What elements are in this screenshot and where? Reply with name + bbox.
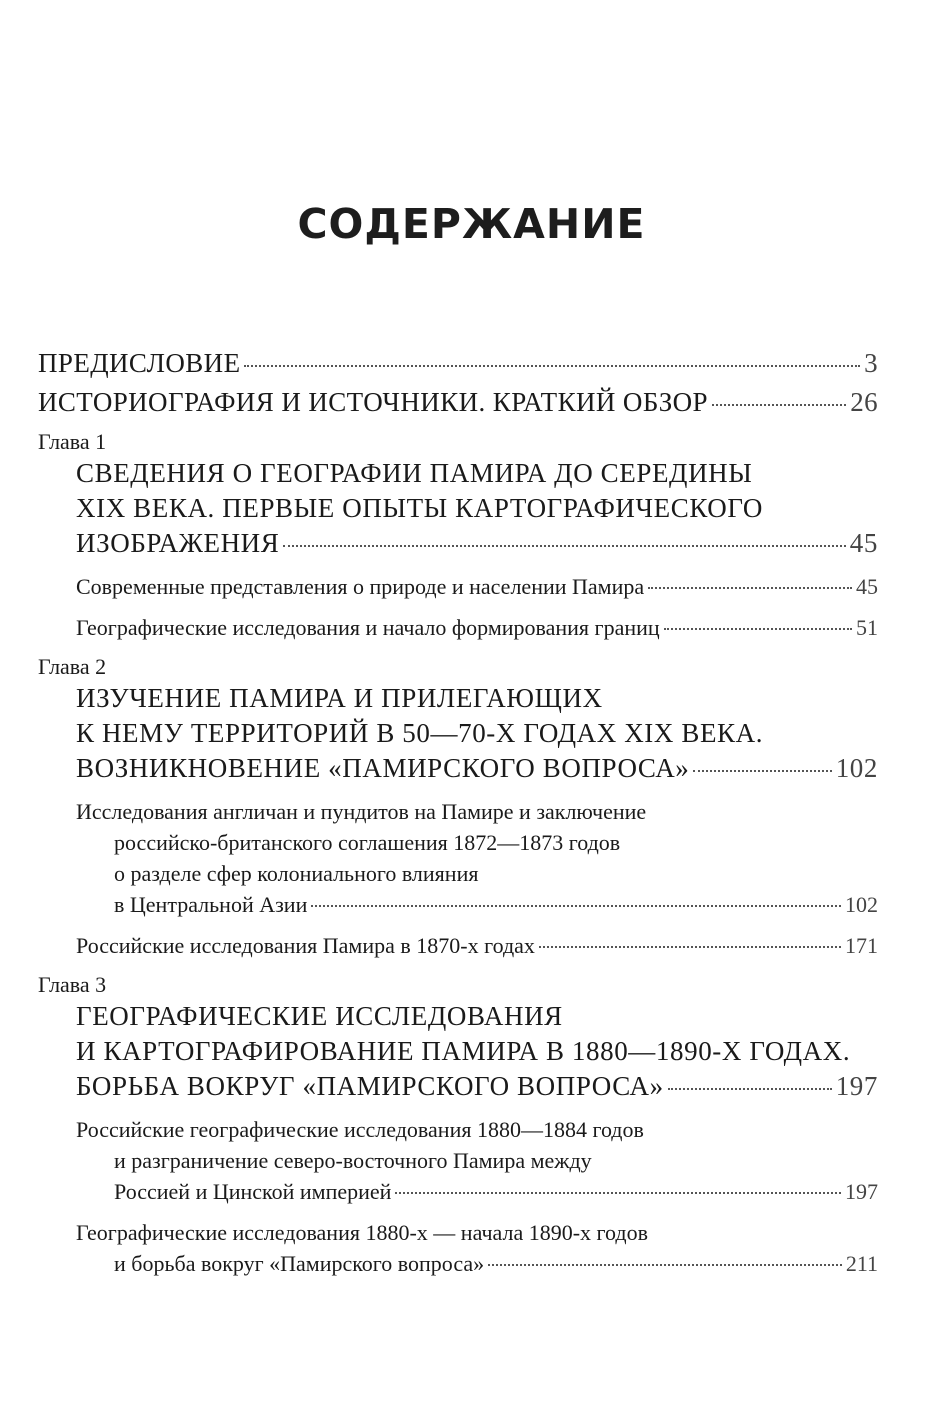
page-number: 26 <box>850 387 878 417</box>
dot-leader <box>648 586 852 589</box>
toc-subentry[interactable] <box>38 930 878 961</box>
subentry-title-line: Российские географические исследования 1880—1884 годов <box>76 1117 644 1142</box>
dot-leader <box>539 945 841 948</box>
chapter-title-line: ИЗОБРАЖЕНИЯ <box>76 528 280 558</box>
dot-leader <box>693 769 831 772</box>
entry-title: ИСТОРИОГРАФИЯ И ИСТОЧНИКИ. КРАТКИЙ ОБЗОР <box>38 387 708 417</box>
toc-subentry[interactable] <box>38 612 878 643</box>
table-of-contents <box>38 348 878 1279</box>
toc-subentry[interactable] <box>38 1114 878 1207</box>
subentry-title-line: о разделе сфер колониального влияния <box>114 861 479 886</box>
dot-leader <box>395 1191 841 1194</box>
chapter-label: Глава 1 <box>38 429 107 454</box>
subentry-title-line: в Центральной Азии <box>114 892 308 917</box>
toc-subentry[interactable] <box>38 1217 878 1279</box>
toc-entry-chapter-1[interactable] <box>38 456 878 561</box>
page-number: 102 <box>845 892 878 917</box>
subentry-title-line: Исследования англичан и пундитов на Памире и заключение <box>76 799 647 824</box>
chapter-title-line: И КАРТОГРАФИРОВАНИЕ ПАМИРА В 1880—1890-Х ГОДАХ. <box>76 1036 851 1066</box>
subentry-title: Современные представления о природе и населении Памира <box>76 574 645 599</box>
page-number: 3 <box>864 348 878 378</box>
page-number: 51 <box>856 615 878 640</box>
dot-leader <box>488 1263 842 1266</box>
subentry-title: Географические исследования и начало формирования границ <box>76 615 660 640</box>
page-number: 45 <box>856 574 878 599</box>
page-title: СОДЕРЖАНИЕ <box>297 200 646 248</box>
page-number: 171 <box>845 933 878 958</box>
subentry-title-line: российско-британского соглашения 1872—1873 годов <box>114 830 621 855</box>
chapter-title-line: СВЕДЕНИЯ О ГЕОГРАФИИ ПАМИРА ДО СЕРЕДИНЫ <box>76 458 753 488</box>
dot-leader <box>664 627 852 630</box>
subentry-title-line: и разграничение северо-восточного Памира между <box>114 1148 592 1173</box>
dot-leader <box>311 904 841 907</box>
dot-leader <box>244 364 860 367</box>
page-number: 45 <box>849 528 878 558</box>
chapter-title-line: XIX ВЕКА. ПЕРВЫЕ ОПЫТЫ КАРТОГРАФИЧЕСКОГО <box>76 493 763 523</box>
chapter-label: Глава 3 <box>38 972 107 997</box>
toc-subentry[interactable] <box>38 571 878 602</box>
toc-entry-chapter-3[interactable] <box>38 999 878 1104</box>
subentry-title-line: Россией и Цинской империей <box>114 1179 392 1204</box>
page-number: 102 <box>835 753 878 783</box>
dot-leader <box>712 403 846 406</box>
chapter-title-line: ГЕОГРАФИЧЕСКИЕ ИССЛЕДОВАНИЯ <box>76 1001 563 1031</box>
subentry-title: Российские исследования Памира в 1870-х годах <box>76 933 535 958</box>
toc-entry-historiography[interactable] <box>38 387 878 418</box>
page-number: 211 <box>845 1251 878 1276</box>
subentry-title-line: Географические исследования 1880-х — начала 1890-х годов <box>76 1220 648 1245</box>
subentry-title-line: и борьба вокруг «Памирского вопроса» <box>114 1251 485 1276</box>
page-number: 197 <box>845 1179 878 1204</box>
toc-subentry[interactable] <box>38 796 878 920</box>
chapter-title-line: К НЕМУ ТЕРРИТОРИЙ В 50—70-Х ГОДАХ XIX ВЕКА. <box>76 718 764 748</box>
chapter-title-line: БОРЬБА ВОКРУГ «ПАМИРСКОГО ВОПРОСА» <box>76 1071 664 1101</box>
entry-title: ПРЕДИСЛОВИЕ <box>38 348 241 378</box>
toc-entry-preface[interactable] <box>38 348 878 379</box>
chapter-title-line: ИЗУЧЕНИЕ ПАМИРА И ПРИЛЕГАЮЩИХ <box>76 683 603 713</box>
chapter-label: Глава 2 <box>38 654 107 679</box>
page-number: 197 <box>835 1071 878 1101</box>
chapter-title-line: ВОЗНИКНОВЕНИЕ «ПАМИРСКОГО ВОПРОСА» <box>76 753 690 783</box>
dot-leader <box>283 544 845 547</box>
dot-leader <box>668 1087 832 1090</box>
toc-entry-chapter-2[interactable] <box>38 681 878 786</box>
